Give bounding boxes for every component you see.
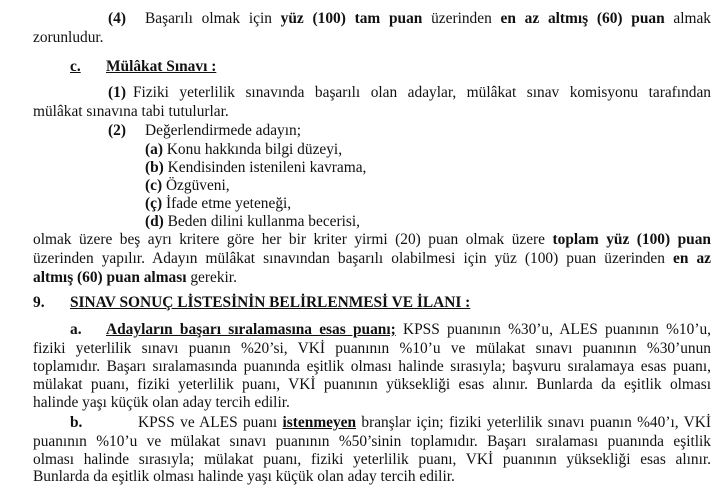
item-b-line-3: olması halinde sırasıyla; mülakat puanı, fiziki yeterlilik puanı, VKİ puanının yüksekliği esas alınır. [33, 451, 711, 468]
text: KPSS puanının %30’u, ALES puanının %10’u, [395, 321, 711, 338]
item-letter: b. [70, 414, 83, 431]
item-a-line-4: mülakat puanı, fiziki yeterlilik puanı, VKİ puanının yüksekliği esas alınır. Bunlarda da eşitlik olması [33, 376, 711, 393]
text: üzerinden [422, 10, 501, 27]
text: gerekir. [186, 269, 237, 286]
subsection-title: Mülâkat Sınavı : [106, 58, 217, 75]
criterion-d [33, 212, 711, 231]
item-a-line-1 [33, 320, 711, 339]
criterion-b [33, 158, 711, 177]
mulakat-summary-line-1 [33, 230, 711, 249]
criterion-cc [33, 194, 711, 213]
criterion-label: (d) [145, 213, 164, 230]
text: Fiziki yeterlilik sınavında başarılı olan adaylar, mülâkat sınav komisyonu tarafından [133, 84, 711, 101]
item-a-line-3: toplamıdır. Başarı sıralamasında puanında eşitlik olması halinde sırasıyla; başvuru sıralamaya esas puanı, [33, 358, 711, 375]
item-b-line-1 [33, 413, 711, 432]
text: olmak üzere beş ayrı kritere göre her bir kriter yirmi (20) puan olmak üzere [33, 231, 553, 248]
mulakat-item-2 [33, 121, 711, 140]
bold-text: en az altmış (60) puan [500, 10, 665, 27]
underlined-bold-text: istenmeyen [282, 414, 357, 431]
text: Başarılı olmak için [145, 10, 281, 27]
item-a-line-2: fiziki yeterlilik sınavı puanın %20’si, VKİ puanının %10’u ve mülakat sınavı puanının %30’unun [33, 340, 711, 357]
bold-text: yüz (100) tam puan [280, 10, 423, 27]
paragraph-4-line-1 [33, 9, 711, 28]
item-heading: Adayların başarı sıralamasına esas puanı; [106, 321, 396, 338]
item-number: (2) [108, 122, 126, 139]
criterion-c [33, 176, 711, 195]
item-b-line-2: puanının %10’u ve mülakat sınavı puanının %50’sinin toplamıdır. Başarı sıralaması puanında eşitlik [33, 433, 711, 450]
text: Değerlendirmede adayın; [145, 122, 301, 139]
paragraph-4-line-2: zorunludur. [33, 29, 104, 46]
bold-text: toplam yüz (100) puan [552, 231, 711, 248]
mulakat-summary-line-3 [33, 268, 711, 287]
mulakat-item-1-line-2: mülâkat sınavına tabi tutulurlar. [33, 103, 229, 120]
bold-text: altmış (60) puan alması [33, 269, 187, 286]
section-title: SINAV SONUÇ LİSTESİNİN BELİRLENMESİ VE İLANI : [70, 294, 471, 311]
text: branşlar için; fiziki yeterlilik sınavı puanın %40’ı, VKİ [356, 414, 711, 431]
text: KPSS ve ALES puanı [138, 414, 283, 431]
section-number: 9. [33, 294, 45, 311]
item-number: (4) [108, 10, 126, 27]
item-letter: a. [70, 321, 82, 338]
text: üzerinden yapılır. Adayın mülâkat sınavından başarılı olabilmesi için yüz (100) puan üzerinden [33, 250, 674, 267]
criterion-text: İfade etme yeteneği, [162, 195, 292, 212]
criterion-text: Kendisinden istenileni kavrama, [163, 159, 367, 176]
section-9-heading [33, 293, 711, 312]
criterion-label: (b) [145, 159, 164, 176]
criterion-text: Beden dilini kullanma becerisi, [163, 213, 360, 230]
item-a-line-5: halinde yaşı küçük olan aday tercih edilir. [33, 394, 290, 411]
subsection-letter: c. [70, 58, 81, 75]
bold-text: en az [673, 250, 711, 267]
criterion-label: (ç) [145, 195, 163, 212]
criterion-text: Özgüveni, [162, 177, 230, 194]
criterion-text: Konu hakkında bilgi düzeyi, [162, 141, 343, 158]
text: almak [664, 10, 711, 27]
subsection-c-heading [33, 57, 711, 76]
item-number: (1) [108, 84, 126, 101]
criterion-a [33, 140, 711, 159]
item-b-line-4: Bunlarda da eşitlik olması halinde yaşı küçük olan aday tercih edilir. [33, 468, 455, 485]
criterion-label: (c) [145, 177, 163, 194]
mulakat-item-1-line-1 [33, 83, 711, 102]
criterion-label: (a) [145, 141, 163, 158]
mulakat-summary-line-2 [33, 249, 711, 268]
